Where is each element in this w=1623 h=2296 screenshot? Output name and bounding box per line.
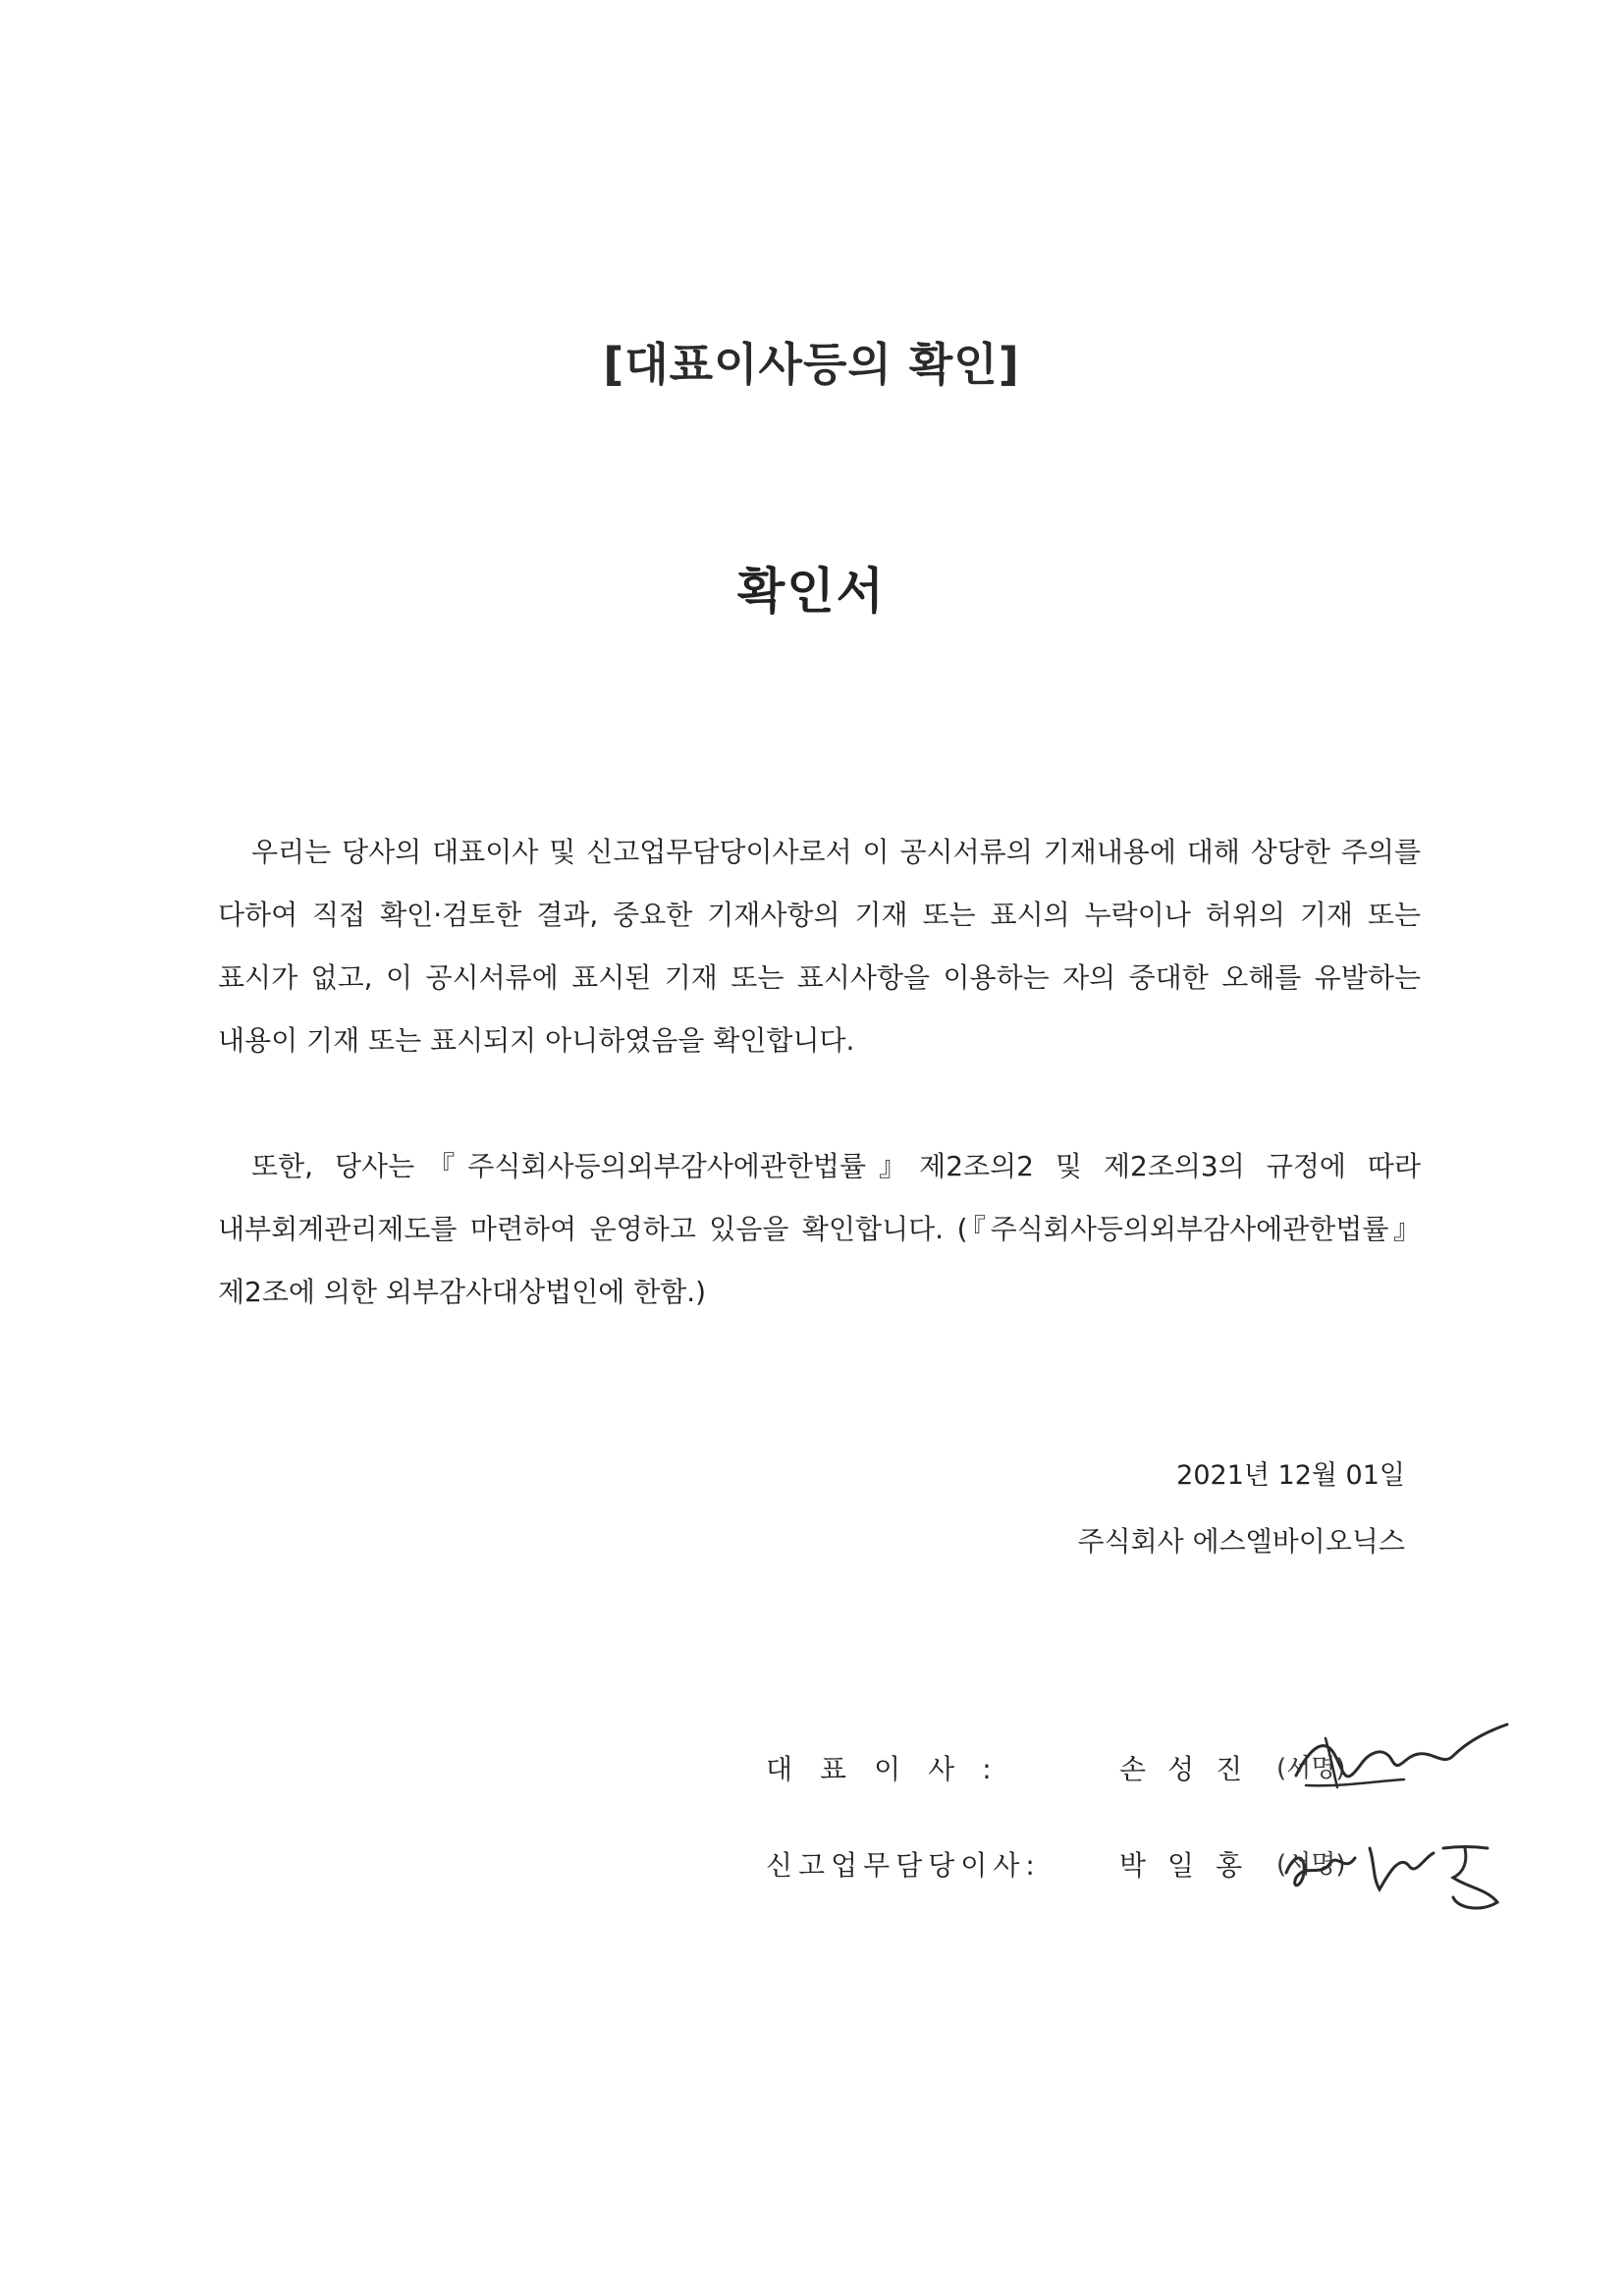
confirmation-paragraph: 우리는 당사의 대표이사 및 신고업무담당이사로서 이 공시서류의 기재내용에 대해 상당한 주의를 다하여 직접 확인·검토한 결과, 중요한 기재사항의 기재 또는 표시의 누락이나 허위의 기재 또는 표시가 없고, 이 공시서류에 표시된 기재 또는 표시사항을 이용하는 자의 중대한 오해를 유발하는 내용이 기재 또는 표시되지 아니하였음을 확인합니다. — [218, 836, 1421, 1057]
signatory-role: 대표이사: — [766, 1753, 1019, 1785]
signatory-name: 박일홍 — [1119, 1849, 1265, 1882]
document-date: 2021년 12월 01일 — [1176, 1460, 1405, 1491]
signatory-role: 신고업무담당이사: — [766, 1849, 1041, 1882]
signature-mark-label: (서명) — [1276, 1850, 1346, 1880]
company-name: 주식회사 에스엘바이오닉스 — [1077, 1525, 1405, 1558]
signature-mark-label: (서명) — [1276, 1754, 1346, 1783]
header-title: [대표이사등의 확인] — [603, 338, 1020, 391]
signatory-name: 손성진 — [1119, 1753, 1265, 1785]
internal-control-paragraph: 또한, 당사는『주식회사등의외부감사에관한법률』제2조의2 및 제2조의3의 규정에 따라 내부회계관리제도를 마련하여 운영하고 있음을 확인합니다. (『주식회사등의외부감사에관한법률』제2조에 의한 외부감사대상법인에 한함.) — [218, 1150, 1421, 1308]
document-title: 확인서 — [737, 563, 886, 620]
